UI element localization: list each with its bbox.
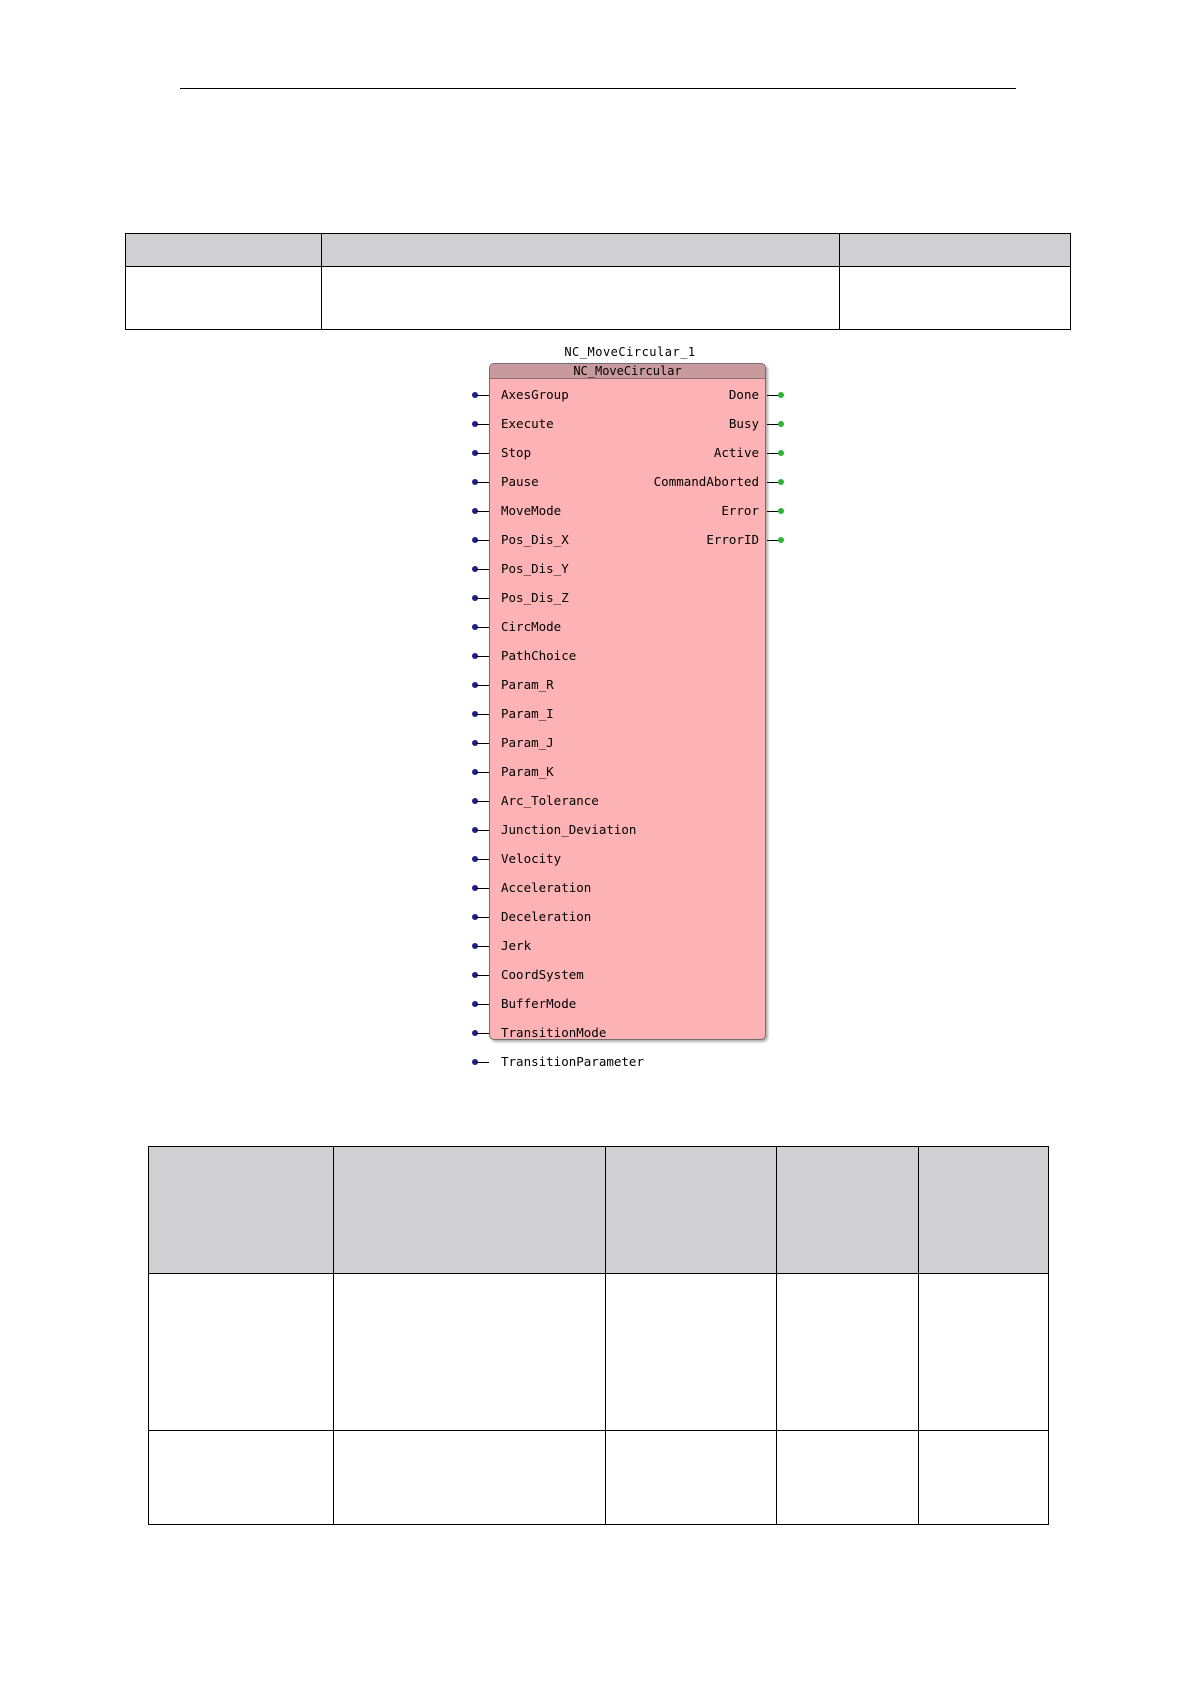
input-pin-line bbox=[476, 714, 489, 715]
table-cell bbox=[606, 1274, 777, 1431]
input-pin-line bbox=[476, 1004, 489, 1005]
table-header-row bbox=[149, 1147, 1049, 1274]
input-pin-label: Pos_Dis_Z bbox=[501, 590, 569, 605]
input-pin-line bbox=[476, 569, 489, 570]
input-pin-label: TransitionParameter bbox=[501, 1054, 644, 1069]
function-block-diagram bbox=[460, 345, 800, 1095]
input-pin-line bbox=[476, 917, 489, 918]
table-cell bbox=[149, 1431, 334, 1525]
input-pin-line bbox=[476, 975, 489, 976]
table-header-cell bbox=[126, 234, 322, 267]
input-pin-label: Execute bbox=[501, 416, 554, 431]
table-header-cell bbox=[322, 234, 840, 267]
table-row bbox=[149, 1431, 1049, 1525]
input-pin-label: Pos_Dis_Y bbox=[501, 561, 569, 576]
input-pin-label: CircMode bbox=[501, 619, 562, 634]
header-rule bbox=[180, 88, 1016, 89]
input-pin-line bbox=[476, 888, 489, 889]
table-cell bbox=[334, 1274, 606, 1431]
input-pin-label: MoveMode bbox=[501, 503, 562, 518]
input-pin-label: PathChoice bbox=[501, 648, 577, 663]
output-pin-label: CommandAborted bbox=[653, 474, 759, 489]
table-header-cell bbox=[840, 234, 1071, 267]
table-header-cell bbox=[777, 1147, 919, 1274]
input-pin-line bbox=[476, 685, 489, 686]
input-pin-line bbox=[476, 859, 489, 860]
input-pin-label: Stop bbox=[501, 445, 532, 460]
input-pin-line bbox=[476, 830, 489, 831]
output-pin-done-icon bbox=[778, 392, 784, 398]
output-pin-errorid-icon bbox=[778, 537, 784, 543]
input-pin-label: Param_K bbox=[501, 764, 554, 779]
input-pin-line bbox=[476, 511, 489, 512]
output-pin-label: Busy bbox=[728, 416, 759, 431]
input-pin-label: BufferMode bbox=[501, 996, 577, 1011]
parameter-table bbox=[148, 1146, 1049, 1525]
input-pin-line bbox=[476, 627, 489, 628]
table-cell bbox=[777, 1274, 919, 1431]
input-pin-line bbox=[476, 772, 489, 773]
output-pin-error-icon bbox=[778, 508, 784, 514]
input-pin-label: Velocity bbox=[501, 851, 562, 866]
table-header-cell bbox=[606, 1147, 777, 1274]
table-cell bbox=[777, 1431, 919, 1525]
table-cell bbox=[334, 1431, 606, 1525]
table-row bbox=[149, 1274, 1049, 1431]
input-pin-label: Param_J bbox=[501, 735, 554, 750]
output-pin-label: Done bbox=[728, 387, 759, 402]
input-pin-line bbox=[476, 743, 489, 744]
input-pin-label: Pause bbox=[501, 474, 539, 489]
output-pin-commandaborted-icon bbox=[778, 479, 784, 485]
table-cell bbox=[606, 1431, 777, 1525]
table-cell bbox=[322, 267, 840, 330]
table-cell bbox=[919, 1431, 1049, 1525]
table-header-cell bbox=[334, 1147, 606, 1274]
output-pin-label: Active bbox=[713, 445, 759, 460]
input-pin-line bbox=[476, 540, 489, 541]
input-pin-label: CoordSystem bbox=[501, 967, 584, 982]
input-pin-line bbox=[476, 656, 489, 657]
table-cell bbox=[840, 267, 1071, 330]
table-cell bbox=[126, 267, 322, 330]
table-header-cell bbox=[919, 1147, 1049, 1274]
input-pin-label: Param_R bbox=[501, 677, 554, 692]
input-pin-label: AxesGroup bbox=[501, 387, 569, 402]
input-pin-line bbox=[476, 1033, 489, 1034]
table-row bbox=[126, 267, 1071, 330]
input-pin-line bbox=[476, 598, 489, 599]
input-pin-label: Acceleration bbox=[501, 880, 592, 895]
instruction-summary-table bbox=[125, 233, 1071, 330]
table-header-cell bbox=[149, 1147, 334, 1274]
output-pin-active-icon bbox=[778, 450, 784, 456]
input-pin-line bbox=[476, 801, 489, 802]
table-cell bbox=[149, 1274, 334, 1431]
fb-instance-name: NC_MoveCircular_1 bbox=[564, 345, 696, 359]
input-pin-label: Param_I bbox=[501, 706, 554, 721]
input-pin-label: TransitionMode bbox=[501, 1025, 607, 1040]
input-pin-line bbox=[476, 453, 489, 454]
output-pin-label: Error bbox=[721, 503, 759, 518]
output-pin-label: ErrorID bbox=[706, 532, 759, 547]
input-pin-line bbox=[476, 482, 489, 483]
table-cell bbox=[919, 1274, 1049, 1431]
input-pin-label: Pos_Dis_X bbox=[501, 532, 569, 547]
input-pin-line bbox=[476, 395, 489, 396]
input-pin-label: Junction_Deviation bbox=[501, 822, 637, 837]
input-pin-line bbox=[476, 424, 489, 425]
table-header-row bbox=[126, 234, 1071, 267]
input-pin-label: Arc_Tolerance bbox=[501, 793, 599, 808]
input-pin-line bbox=[476, 946, 489, 947]
input-pin-label: Jerk bbox=[501, 938, 532, 953]
input-pin-label: Deceleration bbox=[501, 909, 592, 924]
output-pin-busy-icon bbox=[778, 421, 784, 427]
fb-type-name: NC_MoveCircular bbox=[490, 364, 765, 379]
input-pin-line bbox=[476, 1062, 489, 1063]
